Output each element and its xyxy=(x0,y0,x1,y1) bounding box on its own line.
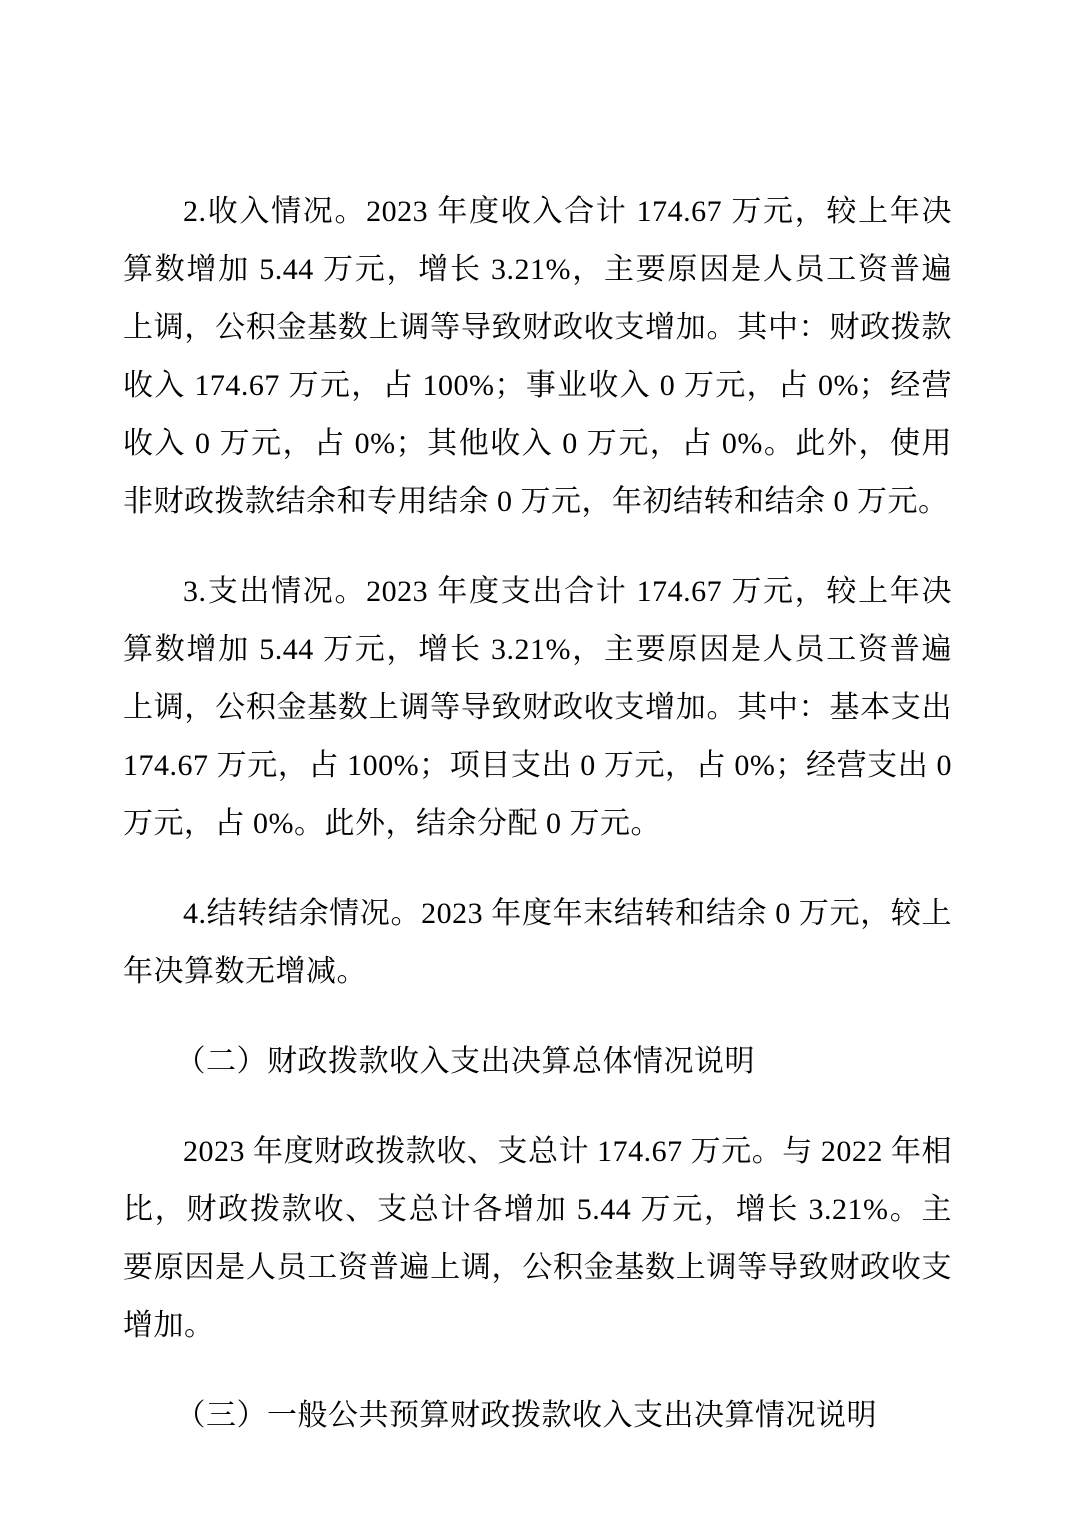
section-heading-general-public-budget: （三）一般公共预算财政拨款收入支出决算情况说明 xyxy=(175,1399,877,1432)
section-heading-fiscal-appropriation-overall: （二）财政拨款收入支出决算总体情况说明 xyxy=(175,1045,755,1078)
paragraph-income-situation: 2.收入情况。2023 年度收入合计 174.67 万元，较上年决算数增加 5.44 万元，增长 3.21%，主要原因是人员工资普遍上调，公积金基数上调等导致财政收支增加。其中：财政拨款收入 174.67 万元，占 100%；事业收入 0 万元，占 0%；经营收入 0 万元，占 0%；其他收入 0 万元，占 0%。此外，使用非财政拨款结余和专用结余 0 万元，年初结转和结余 0 万元。 xyxy=(123,195,952,518)
paragraph-fiscal-appropriation-total: 2023 年度财政拨款收、支总计 174.67 万元。与 2022 年相比，财政拨款收、支总计各增加 5.44 万元，增长 3.21%。主要原因是人员工资普遍上调，公积金基数上调等导致财政收支增加。 xyxy=(123,1135,952,1342)
paragraph-carryover-balance-situation: 4.结转结余情况。2023 年度年末结转和结余 0 万元，较上年决算数无增减。 xyxy=(123,897,952,988)
paragraph-expenditure-situation: 3.支出情况。2023 年度支出合计 174.67 万元，较上年决算数增加 5.44 万元，增长 3.21%，主要原因是人员工资普遍上调，公积金基数上调等导致财政收支增加。其中：基本支出 174.67 万元，占 100%；项目支出 0 万元，占 0%；经营支出 0 万元，占 0%。此外，结余分配 0 万元。 xyxy=(123,575,952,840)
